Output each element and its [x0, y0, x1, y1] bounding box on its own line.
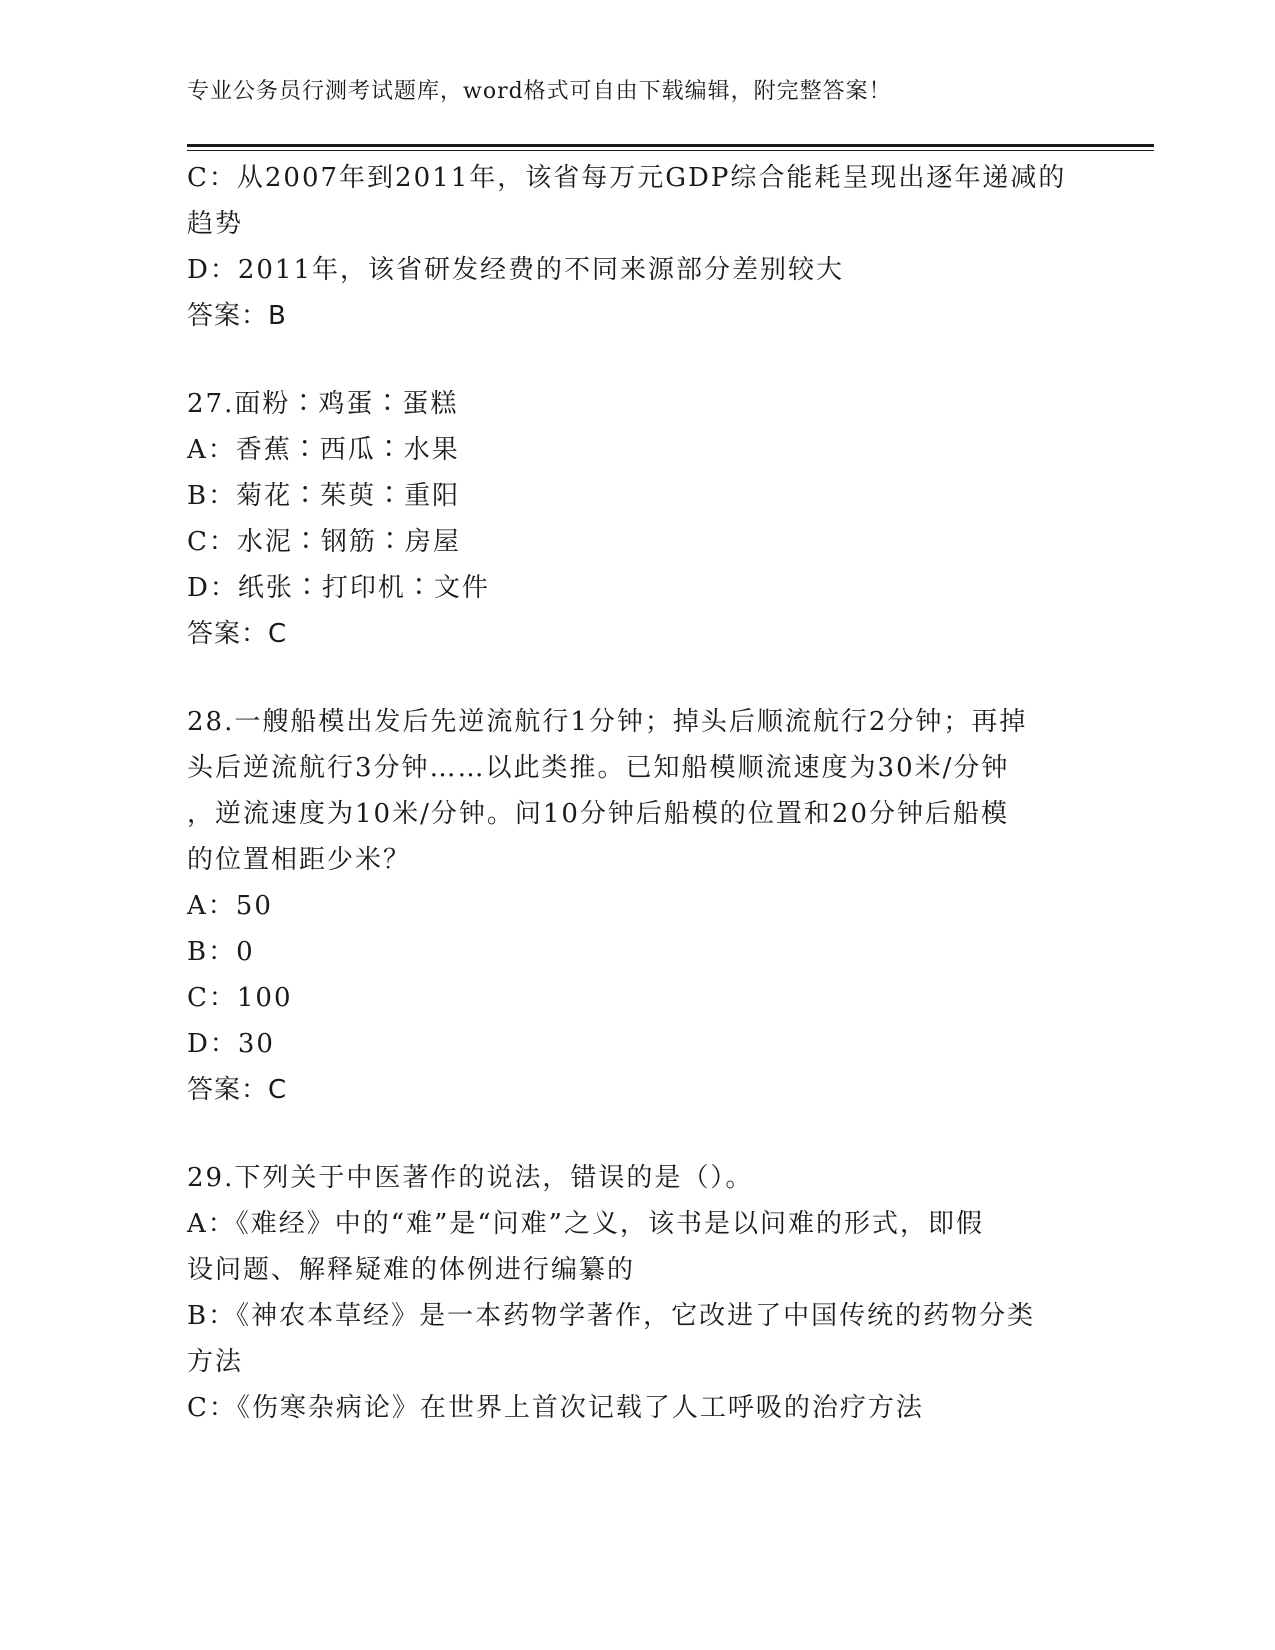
- header-rule-thick: [187, 144, 1154, 147]
- question-27: [187, 381, 1087, 657]
- answer: 答案：C: [187, 619, 288, 649]
- spacer: [187, 339, 1087, 381]
- option-a: A：香蕉∶西瓜∶水果: [187, 435, 460, 465]
- option-b: B：0: [187, 937, 255, 967]
- page-content: [187, 155, 1087, 1431]
- answer: 答案：C: [187, 1075, 288, 1105]
- option-d: D：30: [187, 1029, 275, 1059]
- question-stem-line-4: 的位置相距少米？: [187, 845, 412, 875]
- option-c: C：100: [187, 983, 293, 1013]
- answer: 答案：B: [187, 301, 287, 331]
- question-stem-line-2: 头后逆流航行3分钟……以此类推。已知船模顺流速度为30米/分钟: [187, 753, 1010, 783]
- question-stem: 27.面粉∶鸡蛋∶蛋糕: [187, 389, 459, 419]
- option-c-line-1: C：从2007年到2011年，该省每万元GDP综合能耗呈现出逐年递减的: [187, 163, 1067, 193]
- question-stem: 29.下列关于中医著作的说法，错误的是（）。: [187, 1163, 754, 1193]
- option-b: B：菊花∶茱萸∶重阳: [187, 481, 461, 511]
- option-b-line-1: B：《神农本草经》是一本药物学著作，它改进了中国传统的药物分类: [187, 1301, 1036, 1331]
- question-29: [187, 1155, 1087, 1431]
- question-stem-line-1: 28.一艘船模出发后先逆流航行1分钟；掉头后顺流航行2分钟；再掉: [187, 707, 1028, 737]
- header-rule-thin: [187, 150, 1154, 151]
- page-header: 专业公务员行测考试题库，word格式可自由下载编辑，附完整答案！: [187, 79, 892, 104]
- option-d: D：2011年，该省研发经费的不同来源部分差别较大: [187, 255, 845, 285]
- option-c-line-2: 趋势: [187, 209, 244, 239]
- spacer: [187, 657, 1087, 699]
- option-a-line-1: A：《难经》中的“难”是“问难”之义，该书是以问难的形式，即假: [187, 1209, 984, 1239]
- question-stem-line-3: ，逆流速度为10米/分钟。问10分钟后船模的位置和20分钟后船模: [187, 799, 1010, 829]
- option-d: D：纸张∶打印机∶文件: [187, 573, 490, 603]
- option-a: A：50: [187, 891, 273, 921]
- option-c: C：《伤寒杂病论》在世界上首次记载了人工呼吸的治疗方法: [187, 1393, 924, 1423]
- option-b-line-2: 方法: [187, 1347, 244, 1377]
- option-a-line-2: 设问题、解释疑难的体例进行编纂的: [187, 1255, 636, 1285]
- spacer: [187, 1113, 1087, 1155]
- option-c: C：水泥∶钢筋∶房屋: [187, 527, 461, 557]
- question-28: [187, 699, 1087, 1113]
- question-26-tail: [187, 155, 1087, 339]
